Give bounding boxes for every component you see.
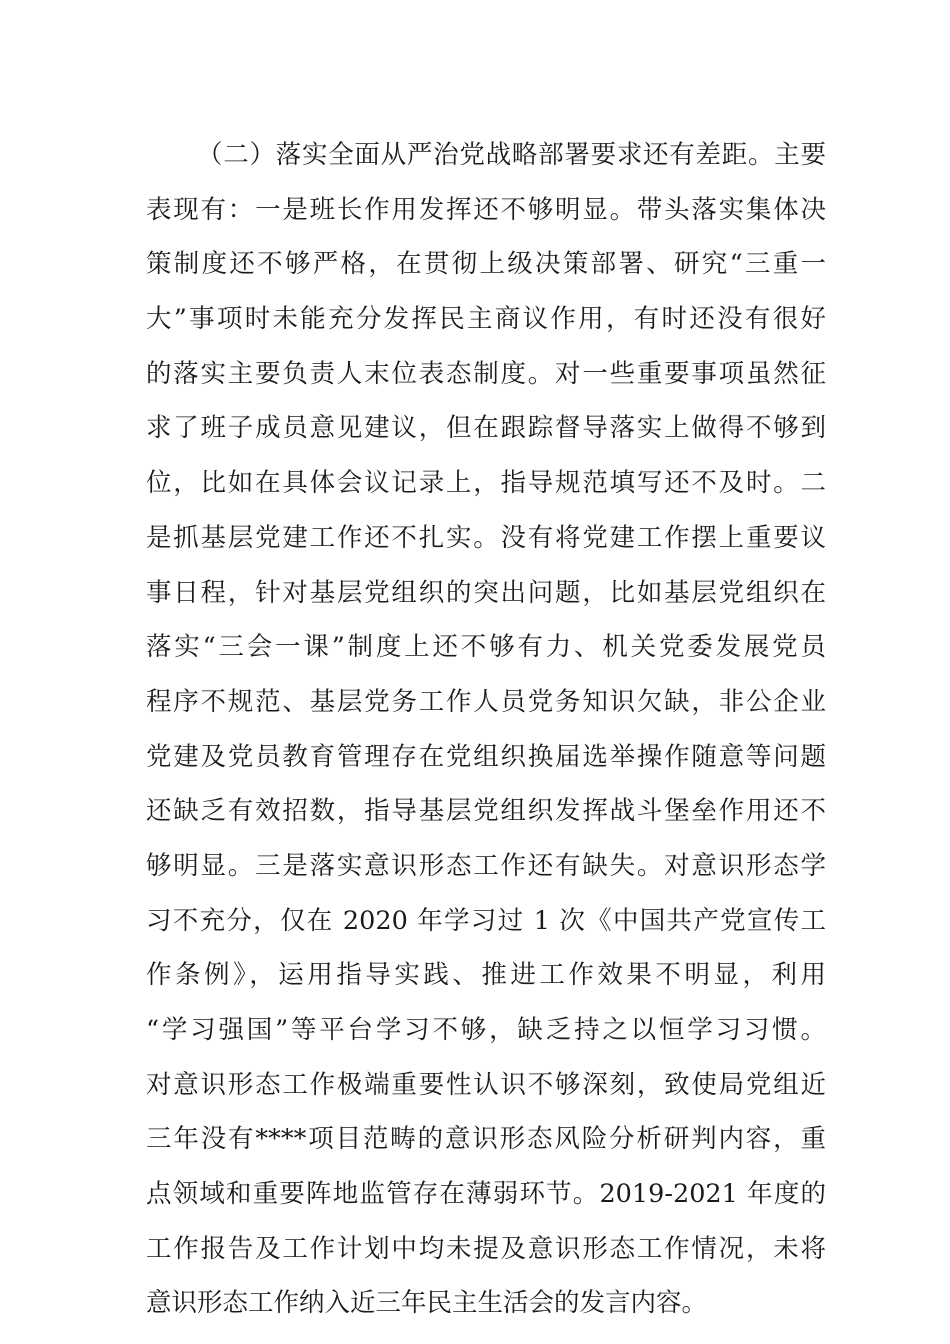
paragraph-line: 作条例》，运用指导实践、推进工作效果不明显，利用	[146, 960, 826, 991]
paragraph	[146, 128, 826, 1331]
paragraph-line: 意识形态工作纳入近三年民主生活会的发言内容。	[146, 1288, 708, 1319]
paragraph-line: 位，比如在具体会议记录上，指导规范填写还不及时。二	[146, 468, 826, 499]
paragraph-line: 落实“三会一课”制度上还不够有力、机关党委发展党员	[146, 632, 826, 663]
paragraph-line: （二）落实全面从严治党战略部署要求还有差距。主要	[197, 140, 826, 170]
paragraph-line: “学习强国”等平台学习不够，缺乏持之以恒学习习惯。	[146, 1015, 826, 1045]
paragraph-line: 够明显。三是落实意识形态工作还有缺失。对意识形态学	[146, 850, 826, 881]
paragraph-line: 程序不规范、基层党务工作人员党务知识欠缺，非公企业	[146, 686, 826, 717]
paragraph-line: 是抓基层党建工作还不扎实。没有将党建工作摆上重要议	[146, 522, 826, 553]
paragraph-line: 求了班子成员意见建议，但在跟踪督导落实上做得不够到	[146, 413, 826, 444]
paragraph-line: 事日程，针对基层党组织的突出问题，比如基层党组织在	[146, 577, 826, 608]
paragraph-line: 还缺乏有效招数，指导基层党组织发挥战斗堡垒作用还不	[146, 796, 826, 827]
paragraph-line: 表现有：一是班长作用发挥还不够明显。带头落实集体决	[146, 194, 826, 225]
paragraph-line: 对意识形态工作极端重要性认识不够深刻，致使局党组近	[146, 1069, 826, 1100]
paragraph-line: 党建及党员教育管理存在党组织换届选举操作随意等问题	[146, 741, 826, 772]
paragraph-line: 策制度还不够严格，在贯彻上级决策部署、研究“三重一	[146, 249, 826, 280]
paragraph-line: 习不充分，仅在 2020 年学习过 1 次《中国共产党宣传工	[146, 905, 826, 936]
paragraph-line: 三年没有****项目范畴的意识形态风险分析研判内容，重	[146, 1124, 826, 1155]
paragraph-line: 的落实主要负责人末位表态制度。对一些重要事项虽然征	[146, 358, 826, 389]
paragraph-line: 大”事项时未能充分发挥民主商议作用，有时还没有很好	[146, 304, 826, 335]
paragraph-line: 点领域和重要阵地监管存在薄弱环节。2019-2021 年度的	[146, 1179, 826, 1210]
paragraph-line: 工作报告及工作计划中均未提及意识形态工作情况，未将	[146, 1233, 826, 1264]
